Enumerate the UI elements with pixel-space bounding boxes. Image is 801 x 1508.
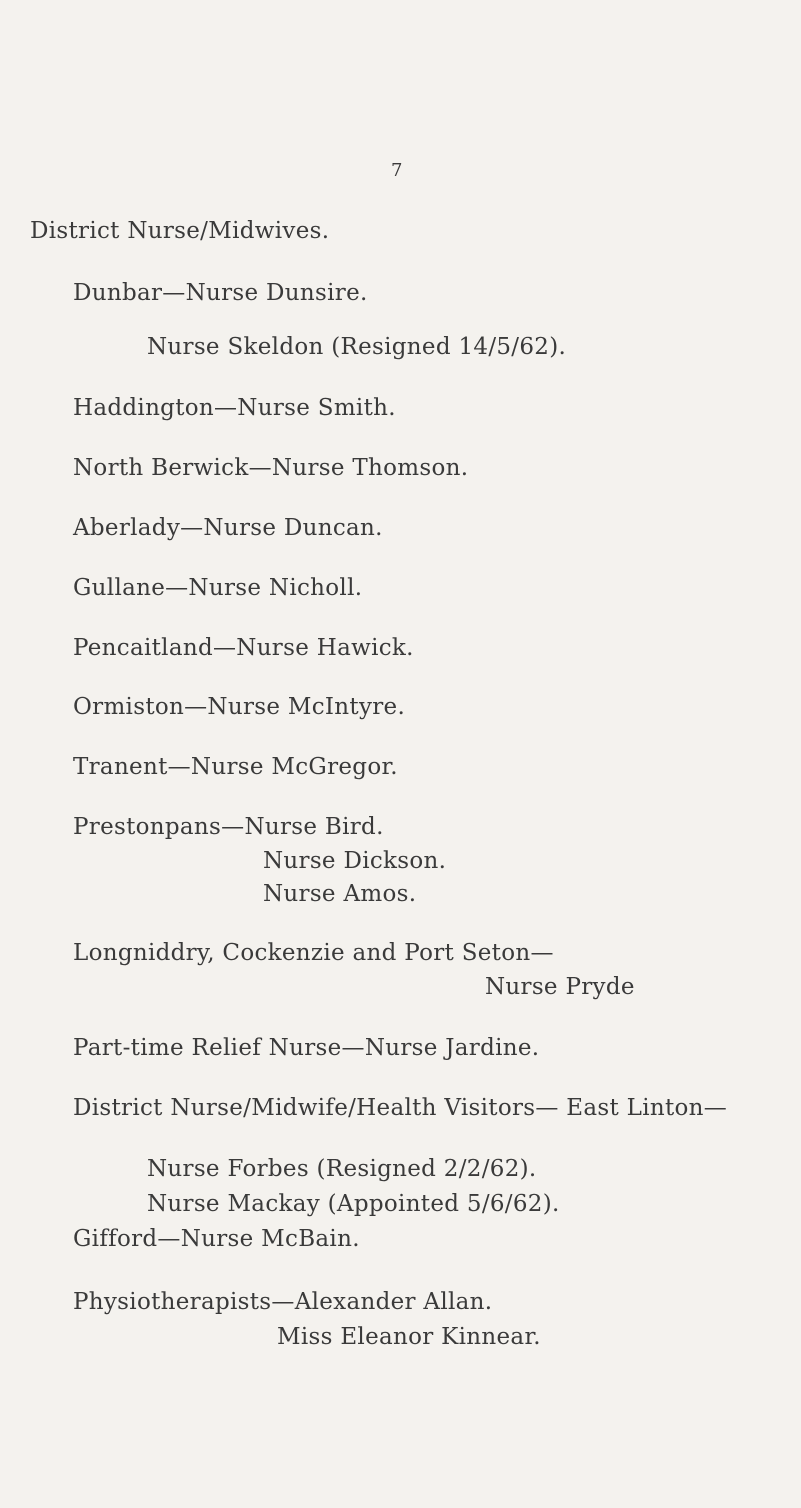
entry-dunbar-second: Nurse Skeldon (Resigned 14/5/62).	[147, 334, 567, 360]
section-heading: District Nurse/Midwives.	[30, 218, 330, 244]
entry-aberlady: Aberlady—Nurse Duncan.	[73, 515, 383, 541]
entry-physiotherapists: Physiotherapists—Alexander Allan.	[73, 1289, 493, 1315]
entry-dunbar: Dunbar—Nurse Dunsire.	[73, 280, 368, 306]
entry-relief-nurse: Part-time Relief Nurse—Nurse Jardine.	[73, 1035, 540, 1061]
entry-longniddry-second: Nurse Pryde	[485, 974, 635, 1000]
entry-prestonpans-second: Nurse Dickson.	[263, 848, 447, 874]
entry-prestonpans-third: Nurse Amos.	[263, 881, 417, 907]
entry-physiotherapists-second: Miss Eleanor Kinnear.	[277, 1324, 541, 1350]
entry-north-berwick: North Berwick—Nurse Thomson.	[73, 455, 469, 481]
entry-health-visitors: District Nurse/Midwife/Health Visitors— East Linton—	[73, 1095, 728, 1121]
entry-ormiston: Ormiston—Nurse McIntyre.	[73, 694, 406, 720]
entry-gullane: Gullane—Nurse Nicholl.	[73, 575, 363, 601]
entry-tranent: Tranent—Nurse McGregor.	[73, 754, 398, 780]
entry-longniddry: Longniddry, Cockenzie and Port Seton—	[73, 940, 554, 966]
entry-gifford: Gifford—Nurse McBain.	[73, 1226, 360, 1252]
entry-east-linton-first: Nurse Forbes (Resigned 2/2/62).	[147, 1156, 537, 1182]
entry-east-linton-second: Nurse Mackay (Appointed 5/6/62).	[147, 1191, 560, 1217]
entry-prestonpans: Prestonpans—Nurse Bird.	[73, 814, 384, 840]
page-number: 7	[391, 160, 403, 181]
entry-pencaitland: Pencaitland—Nurse Hawick.	[73, 635, 414, 661]
entry-haddington: Haddington—Nurse Smith.	[73, 395, 396, 421]
